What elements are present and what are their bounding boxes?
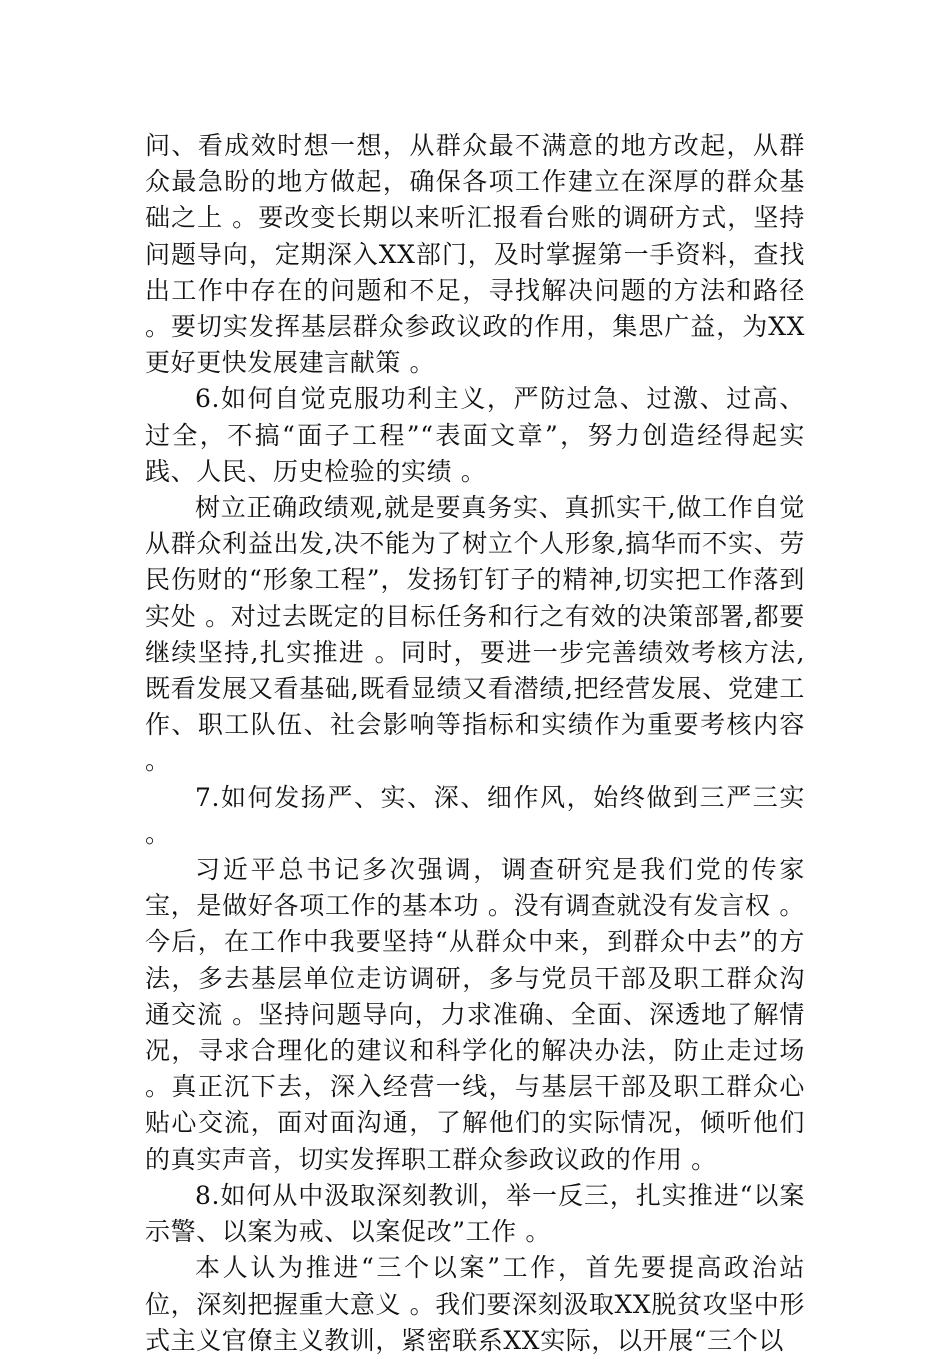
question-8: 8.如何从中汲取深刻教训，举一反三，扎实推进“以案示警、以案为戒、以案促改”工作 。 [145,1180,805,1247]
document-body [145,128,805,1359]
answer-8: 本人认为推进“三个以案”工作，首先要提高政治站位，深刻把握重大意义 。我们要深刻汲取XX脱贫攻坚中形式主义官僚主义教训，紧密联系XX实际，以开展“三个以 [145,1253,805,1355]
answer-7: 习近平总书记多次强调，调查研究是我们党的传家宝，是做好各项工作的基本功 。没有调查就没有发言权 。今后，在工作中我要坚持“从群众中来，到群众中去”的方法，多去基层单位走访调研，多与党员干部及职工群众沟通交流 。坚持问题导向，力求准确、全面、深透地了解情况，寻求合理化的建议和科学化的解决办法，防止走过场 。真正沉下去，深入经营一线，与基层干部及职工群众心贴心交流，面对面沟通，了解他们的实际情况，倾听他们的真实声音，切实发挥职工群众参政议政的作用 。 [145,855,805,1174]
answer-6: 树立正确政绩观,就是要真务实、真抓实干,做工作自觉从群众利益出发,决不能为了树立个人形象,搞华而不实、劳民伤财的“形象工程”，发扬钉钉子的精神,切实把工作落到实处 。对过去既定的目标任务和行之有效的决策部署,都要继续坚持,扎实推进 。同时，要进一步完善绩效考核方法,既看发展又看基础,既看显绩又看潜绩,把经营发展、党建工作、职工队伍、社会影响等指标和实绩作为重要考核内容 。 [145,493,805,776]
question-6: 6.如何自觉克服功利主义，严防过急、过激、过高、过全，不搞“面子工程”“表面文章”，努力创造经得起实践、人民、历史检验的实绩 。 [145,384,805,486]
paragraph-continued: 问、看成效时想一想，从群众最不满意的地方改起，从群众最急盼的地方做起，确保各项工作建立在深厚的群众基础之上 。要改变长期以来听汇报看台账的调研方式，坚持问题导向，定期深入XX部门，及时掌握第一手资料，查找出工作中存在的问题和不足，寻找解决问题的方法和路径 。要切实发挥基层群众参政议政的作用，集思广益，为XX更好更快发展建言献策 。 [145,131,805,378]
question-7: 7.如何发扬严、实、深、细作风，始终做到三严三实 。 [145,782,805,848]
